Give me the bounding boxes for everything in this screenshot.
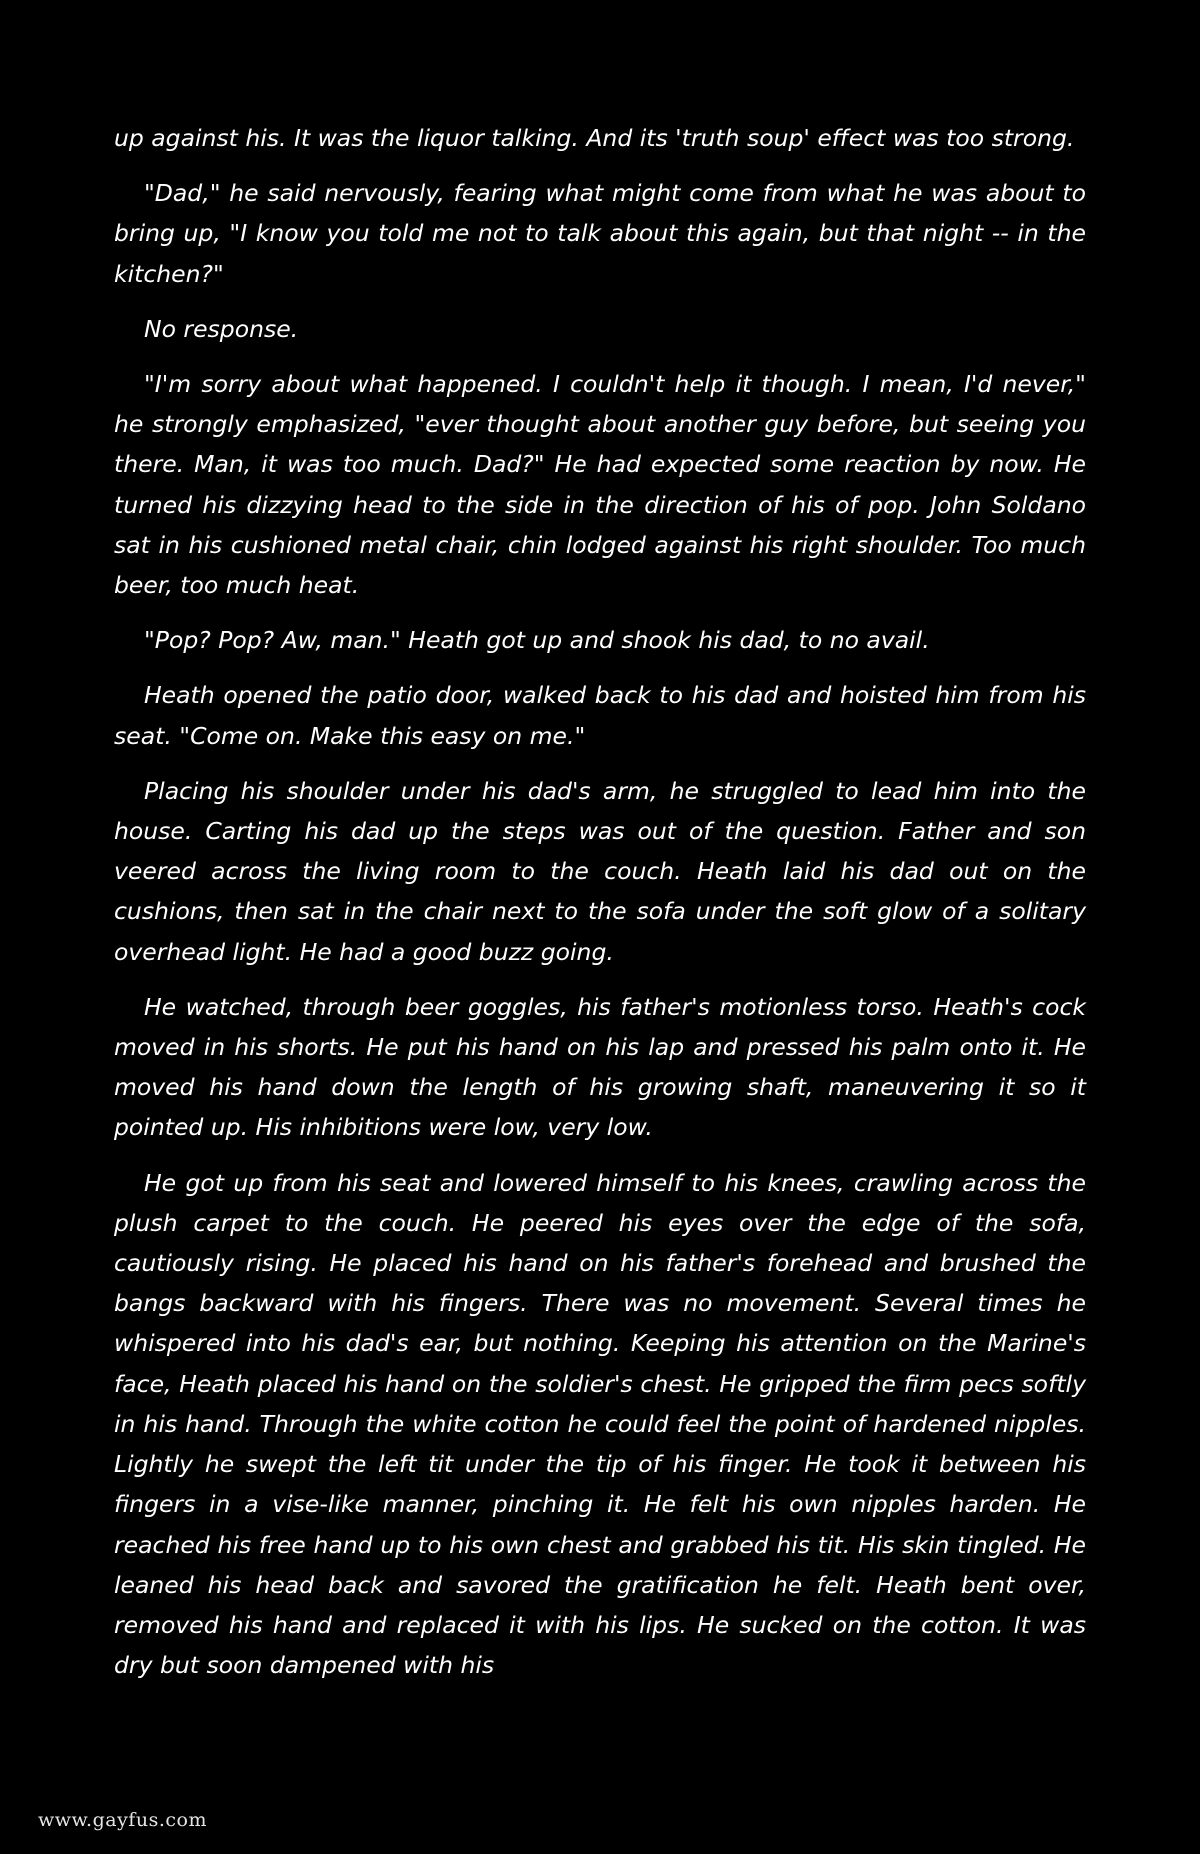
paragraph-9: He got up from his seat and lowered himself to his knees, crawling across the plush carpet to the couch. He peered his eyes over the edge of the sofa, cautiously rising. He placed his hand on his father's forehead and brushed the bangs backward with his fingers. There was no movement. Several times he whispered into his dad's ear, but nothing. Keeping his attention on the Marine's face, Heath placed his hand on the soldier's chest. He gripped the firm pecs softly in his hand. Through the white cotton he could feel the point of hardened nipples. Lightly he swept the left tit under the tip of his finger. He took it between his fingers in a vise-like manner, pinching it. He felt his own nipples harden. He reached his free hand up to his own chest and grabbed his tit. His skin tingled. He leaned his head back and savored the gratification he felt. Heath bent over, removed his hand and replaced it with his lips. He sucked on the cotton. It was dry but soon dampened with his	[114, 1168, 1086, 1680]
paragraph-8: He watched, through beer goggles, his father's motionless torso. Heath's cock moved in his shorts. He put his hand on his lap and pressed his palm onto it. He moved his hand down the length of his growing shaft, maneuvering it so it pointed up. His inhibitions were low, very low.	[114, 992, 1086, 1142]
paragraph-7: Placing his shoulder under his dad's arm, he struggled to lead him into the house. Carting his dad up the steps was out of the question. Father and son veered across the living room to the couch. Heath laid his dad out on the cushions, then sat in the chair next to the sofa under the soft glow of a solitary overhead light. He had a good buzz going.	[114, 776, 1086, 966]
paragraph-5: "Pop? Pop? Aw, man." Heath got up and shook his dad, to no avail.	[144, 626, 930, 655]
story-text-block	[114, 118, 1086, 1700]
paragraph-3: No response.	[144, 314, 299, 343]
site-watermark: www.gayfus.com	[38, 1809, 207, 1831]
paragraph-1: up against his. It was the liquor talking. And its 'truth soup' effect was too strong.	[114, 124, 1075, 152]
paragraph-2: "Dad," he said nervously, fearing what might come from what he was about to bring up, "I know you told me not to talk about this again, but that night -- in the kitchen?"	[114, 179, 1086, 288]
paragraph-6: Heath opened the patio door, walked back to his dad and hoisted him from his seat. "Come on. Make this easy on me."	[114, 681, 1086, 750]
paragraph-4: "I'm sorry about what happened. I couldn't help it though. I mean, I'd never," he strongly emphasized, "ever thought about another guy before, but seeing you there. Man, it was too much. Dad?" He had expected some reaction by now. He turned his dizzying head to the side in the direction of his of pop. John Soldano sat in his cushioned metal chair, chin lodged against his right shoulder. Too much beer, too much heat.	[114, 370, 1086, 600]
